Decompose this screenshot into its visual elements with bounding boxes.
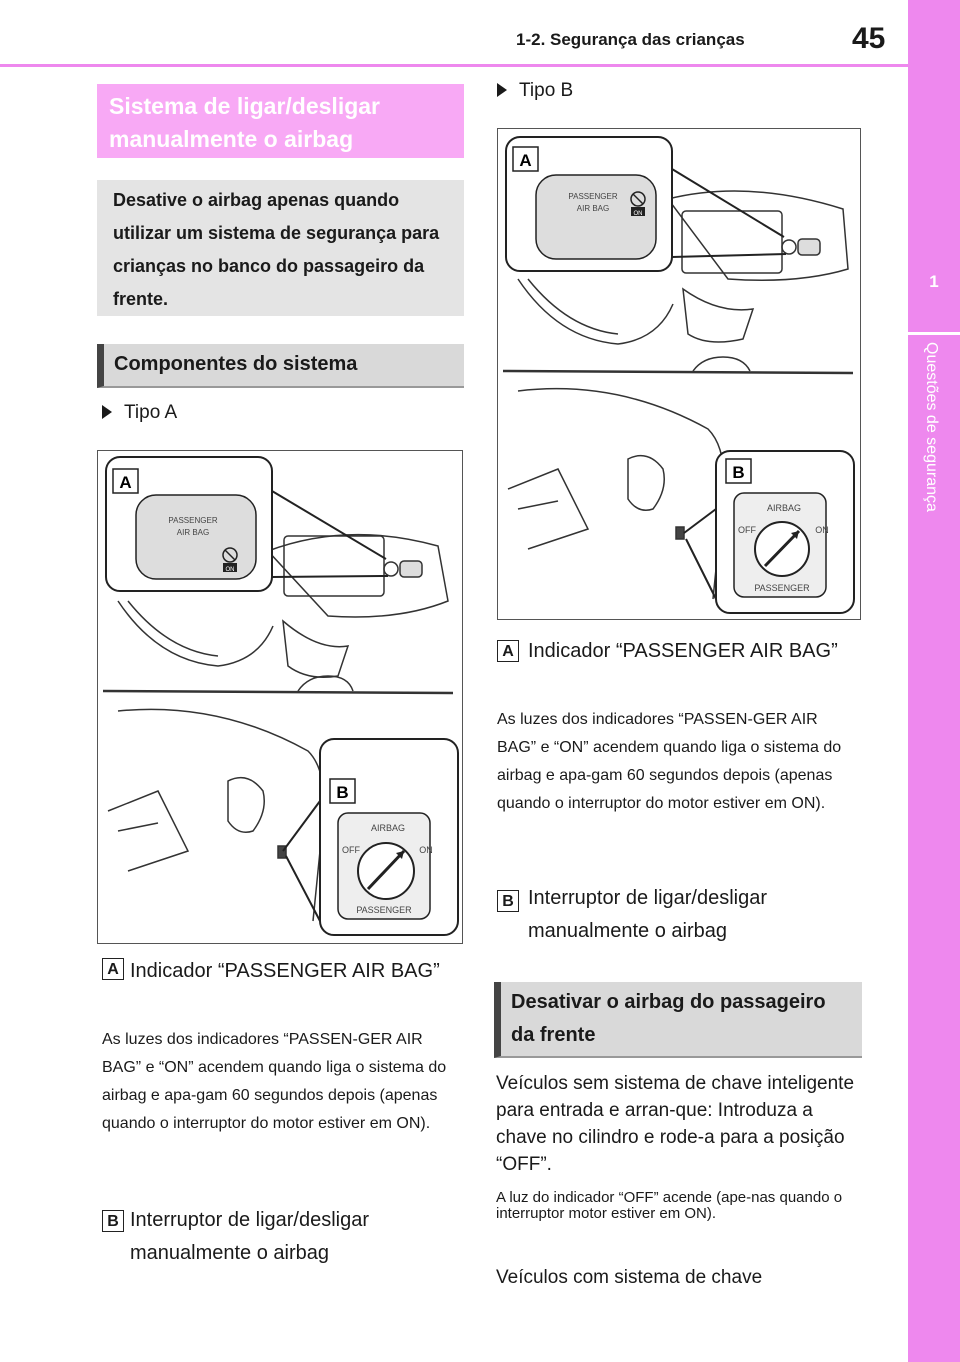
para-without-smart-key: Veículos sem sistema de chave inteligente para entrada e arran-que: Introduza a chave no cilindro e rode-a para a posição “OFF”. [496,1073,855,1175]
callout-a-letter: A [119,473,132,492]
item-a-left [102,958,124,980]
figure-type-a [97,450,463,944]
tipo-b-text: Tipo B [519,80,574,101]
tipo-a-text: Tipo A [124,402,178,423]
passenger-indicator-line1: PASSENGER [568,192,618,201]
passenger-indicator-line2: AIR BAG [576,204,610,213]
bullet-arrow-icon [102,405,112,419]
switch-off-label: OFF [738,525,756,535]
item-b-left [102,1210,124,1232]
item-a-body-left: As luzes dos indicadores “PASSEN-GER AIR BAG” e “ON” acendem quando liga o sistema do airbag e apa-gam 60 segundos depois (apenas quando o interruptor do motor estiver em ON). [102,1031,447,1132]
item-a-right [497,640,519,662]
callout-a-letter: A [519,151,532,170]
item-a-letter: A [102,958,124,980]
dashboard-illustration-b [498,129,860,619]
page-number: 45 [852,22,886,55]
switch-passenger-label: PASSENGER [754,583,810,593]
chapter-side-tab [908,0,960,1362]
section-title: Sistema de ligar/desligar manualmente o airbag [97,84,464,158]
components-heading: Componentes do sistema [97,344,464,388]
section-label: 1-2. Segurança das crianças [516,30,745,49]
figure-type-b [497,128,861,620]
callout-b-letter: B [336,783,349,802]
side-tab-divider [908,332,960,335]
switch-off-label: OFF [342,845,360,855]
dashboard-illustration-a [98,451,462,943]
item-b-title-left: Interruptor de ligar/desligar manualmente o airbag [130,1209,370,1264]
on-indicator-label: ON [225,567,235,573]
para-off-indicator-note: A luz do indicador “OFF” acende (ape-nas quando o interruptor motor estiver em ON). [496,1189,843,1222]
bullet-arrow-icon [497,83,507,97]
para-with-smart-key: Veículos com sistema de chave [496,1267,763,1288]
item-a-title-left: Indicador “PASSENGER AIR BAG” [130,960,440,982]
item-b-right [497,890,519,912]
switch-passenger-label: PASSENGER [356,905,412,915]
item-a-title-right: Indicador “PASSENGER AIR BAG” [528,640,838,662]
callout-b-letter: B [732,463,745,482]
chapter-number: 1 [929,272,939,291]
passenger-indicator-line1: PASSENGER [168,516,218,525]
passenger-indicator-line2: AIR BAG [176,528,210,537]
switch-airbag-label: AIRBAG [370,823,406,833]
switch-on-label: ON [815,525,829,535]
chapter-title: Questões de segurança [923,342,940,512]
warning-box: Desative o airbag apenas quando utilizar um sistema de segurança para crianças no banco do passageiro da frente. [97,180,464,316]
header-divider [0,64,908,67]
switch-on-label: ON [419,845,433,855]
item-b-letter: B [102,1210,124,1232]
item-a-letter: A [497,640,519,662]
tipo-a-label [102,402,177,424]
deactivate-heading: Desativar o airbag do passageiro da frente [494,982,862,1058]
switch-airbag-label: AIRBAG [766,503,802,513]
item-b-title-right: Interruptor de ligar/desligar manualmente o airbag [528,887,768,942]
tipo-b-label [497,80,573,102]
item-a-body-right: As luzes dos indicadores “PASSEN-GER AIR BAG” e “ON” acendem quando liga o sistema do airbag e apa-gam 60 segundos depois (apenas quando o interruptor do motor estiver em ON). [497,711,842,812]
item-b-letter: B [497,890,519,912]
on-indicator-label: ON [633,211,643,217]
